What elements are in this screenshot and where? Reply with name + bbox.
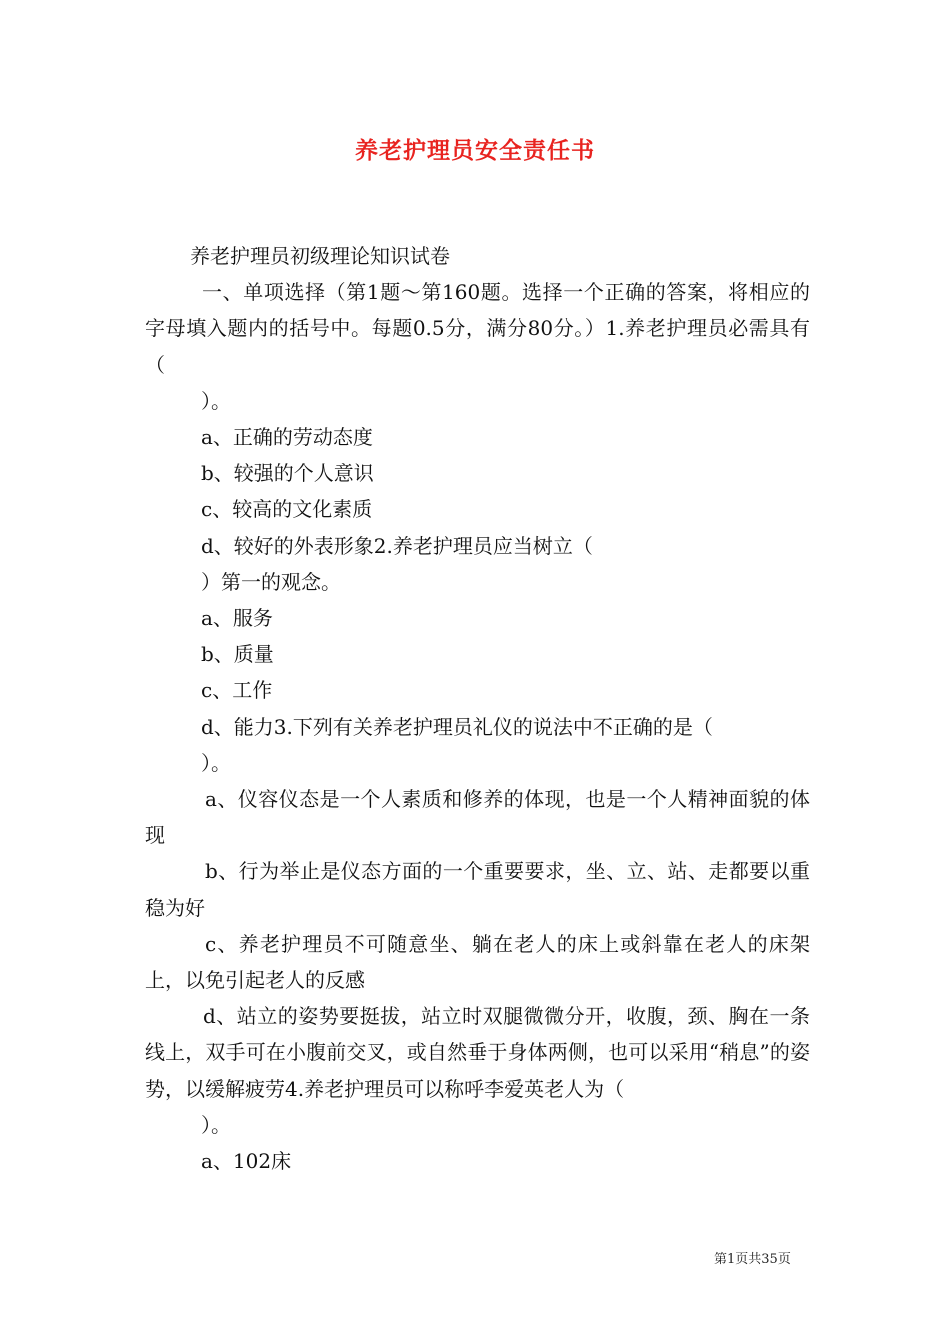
page-number-footer: 第1页共35页 bbox=[714, 1252, 791, 1267]
option-line: c、工作 bbox=[201, 678, 273, 703]
option-line: c、养老护理员不可随意坐、躺在老人的床上或斜靠在老人的床架上，以免引起老人的反感 bbox=[145, 931, 810, 993]
paragraph: ）。 bbox=[201, 1112, 231, 1137]
document-title: 养老护理员安全责任书 bbox=[355, 137, 595, 164]
option-line: b、行为举止是仪态方面的一个重要要求，坐、立、站、走都要以重稳为好 bbox=[145, 859, 810, 920]
option-line: d、能力3.下列有关养老护理员礼仪的说法中不正确的是（ bbox=[201, 714, 713, 739]
option-line: a、102床 bbox=[201, 1149, 292, 1174]
document-body bbox=[145, 238, 810, 1179]
paragraph: 一、单项选择（第1题～第160题。选择一个正确的答案，将相应的字母填入题内的括号中。每题0.5分，满分80分。）1.养老护理员必需具有（ bbox=[145, 280, 810, 377]
option-line: b、质量 bbox=[201, 642, 274, 667]
option-line: d、较好的外表形象2.养老护理员应当树立（ bbox=[201, 533, 593, 558]
option-line: a、服务 bbox=[201, 606, 273, 631]
option-line: a、仪容仪态是一个人素质和修养的体现，也是一个人精神面貌的体现 bbox=[145, 787, 810, 848]
paragraph: 养老护理员初级理论知识试卷 bbox=[190, 244, 450, 268]
option-line: a、正确的劳动态度 bbox=[201, 425, 373, 450]
paragraph: ）。 bbox=[201, 750, 231, 775]
option-line: c、较高的文化素质 bbox=[201, 497, 373, 522]
paragraph: ）。 bbox=[201, 388, 231, 413]
option-line: d、站立的姿势要挺拔，站立时双腿微微分开，收腹，颈、胸在一条线上，双手可在小腹前交叉，或自然垂于身体两侧，也可以采用“稍息”的姿势，以缓解疲劳4.养老护理员可以称呼李爱英老人为（ bbox=[145, 1004, 810, 1101]
option-line: b、较强的个人意识 bbox=[201, 461, 374, 486]
paragraph: ）第一的观念。 bbox=[201, 569, 341, 594]
